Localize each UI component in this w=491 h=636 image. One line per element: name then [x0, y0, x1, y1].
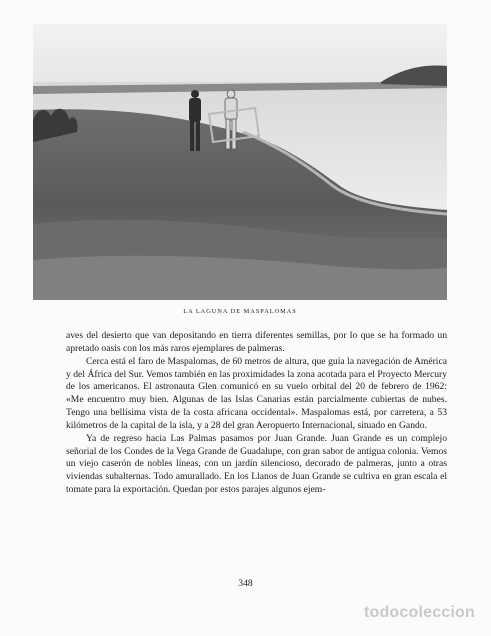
lagoon-photo: [33, 24, 447, 300]
page-number: 348: [238, 578, 253, 589]
watermark-logo: todocoleccion: [363, 604, 475, 621]
article-body: [66, 330, 447, 497]
paragraph: Cerca está el faro de Maspalomas, de 60 metros de altura, que guía la navegación de América y del África del Sur. Vemos también en las proximidades la zona acotada para el Proyecto Mercury de los americanos. El astronauta Glen comunicó en su vuelo orbital del 20 de febrero de 1962: «Me encuentro muy bien. Algunas de las Islas Canarias están parcialmente cubiertas de nubes. Tengo una bellísima vista de la costa africana occidental». Maspalomas está, por carretera, a 53 kilómetros de la capital de la isla, y a 28 del gran Aeropuerto Internacional, situado en Gando.: [66, 355, 447, 431]
paragraph: aves del desierto que van depositando en tierra diferentes semillas, por lo que se ha formado un apretado oasis con los más raros ejemplares de palmeras.: [66, 330, 447, 354]
photo-caption: LA LAGUNA DE MASPALOMAS: [183, 308, 297, 315]
landscape-photo-icon: [33, 24, 447, 300]
paragraph: Ya de regreso hacia Las Palmas pasamos por Juan Grande. Juan Grande es un complejo señorial de los Condes de la Vega Grande de Guadalupe, con gran sabor de antigua colonia. Vemos un viejo caserón de nobles líneas, con un jardín silencioso, decorado de palmeras, junto a otras viviendas subalternas. Todo amurallado. En los Llanos de Juan Grande se cultiva en gran escala el tomate para la exportación. Quedan por estos parajes algunos ejem-: [66, 432, 447, 496]
